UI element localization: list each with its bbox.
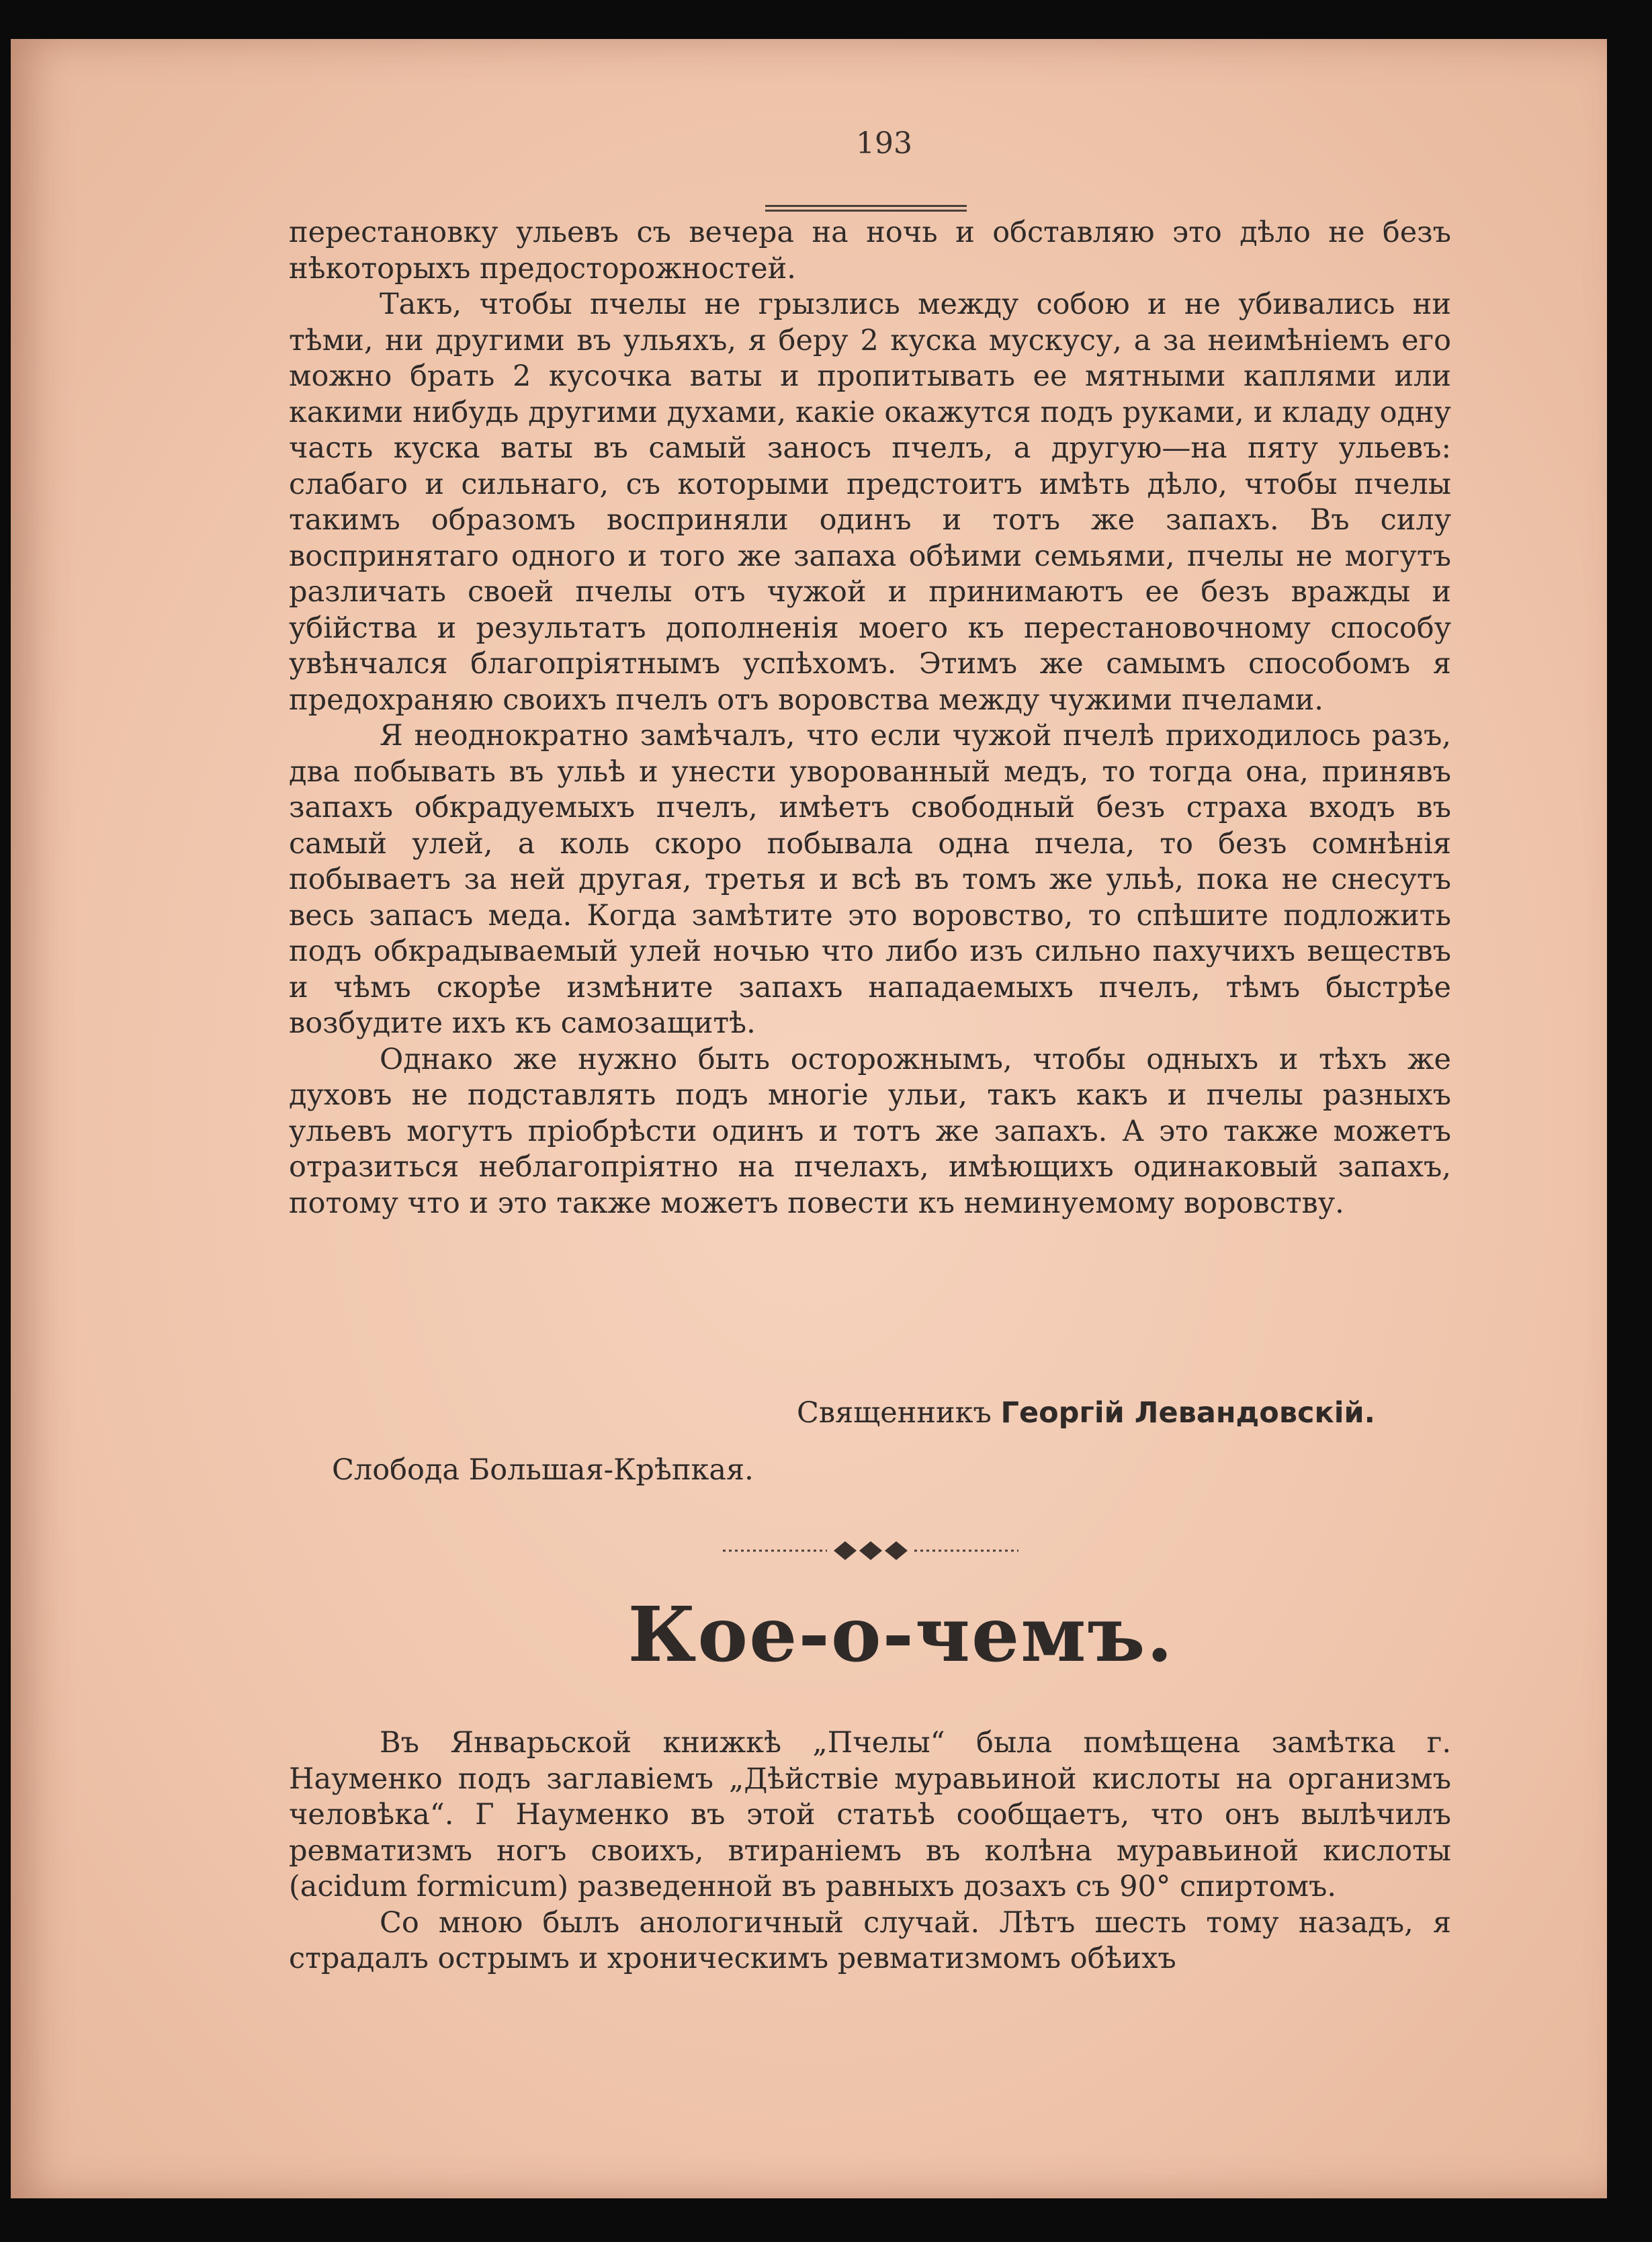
- paragraph: Однако же нужно быть осторожнымъ, чтобы одныхъ и тѣхъ же духовъ не подставлять подъ многіе ульи, такъ какъ и пчелы разныхъ ульевъ могутъ пріобрѣсти одинъ и тотъ же запахъ. А это также можетъ отразиться неблагопріятно на пчелахъ, имѣющихъ одинаковый запахъ, потому что и это также можетъ повести къ неминуемому воровству.: [289, 1042, 1451, 1220]
- place-line: Слобода Большая-Крѣпкая.: [332, 1453, 754, 1487]
- paragraph-continued: перестановку ульевъ съ вечера на ночь и обставляю это дѣло не безъ нѣкоторыхъ предосторожностей.: [289, 216, 1451, 286]
- book-page: [11, 39, 1607, 2198]
- paragraph: Я неоднократно замѣчалъ, что если чужой пчелѣ приходилось разъ, два побывать въ ульѣ и унести уворованный медъ, то тогда она, принявъ запахъ обкрадуемыхъ пчелъ, имѣетъ свободный безъ страха входъ въ самый улей, а коль скоро побывала одна пчела, то безъ сомнѣнія побываетъ за ней другая, третья и всѣ въ томъ же ульѣ, пока не снесутъ весь запасъ меда. Когда замѣтите это воровство, то спѣшите подложить подъ обкрадываемый улей ночью что либо изъ сильно пахучихъ веществъ и чѣмъ скорѣе измѣните запахъ нападаемыхъ пчелъ, тѣмъ быстрѣе возбудите ихъ къ самозащитѣ.: [289, 719, 1451, 1040]
- signature: [797, 1396, 1375, 1430]
- section-title: Кое-о-чемъ.: [627, 1591, 1174, 1679]
- page-number: 193: [856, 126, 912, 161]
- paragraph: Такъ, чтобы пчелы не грызлись между собою и не убивались ни тѣми, ни другими въ ульяхъ, я беру 2 куска мускусу, а за неимѣніемъ его можно брать 2 кусочка ваты и пропитывать ее мятными каплями или какими нибудь другими духами, какіе окажутся подъ руками, и кладу одну часть куска ваты въ самый заносъ пчелъ, а другую—на пяту ульевъ: слабаго и сильнаго, съ которыми предстоитъ имѣть дѣло, чтобы пчелы такимъ образомъ восприняли одинъ и тотъ же запахъ. Въ силу воспринятаго одного и того же запаха обѣими семьями, пчелы не могутъ различать своей пчелы отъ чужой и принимаютъ ее безъ вражды и убійства и результатъ дополненія моего къ перестановочному способу увѣнчался благопріятнымъ успѣхомъ. Этимъ же самымъ способомъ я предохраняю своихъ пчелъ отъ воровства между чужими пчелами.: [289, 288, 1451, 717]
- bottom-article: [289, 1725, 1451, 1977]
- signature-name: Георгій Левандовскій.: [1000, 1396, 1375, 1430]
- paragraph: Со мною былъ анологичный случай. Лѣтъ шесть тому назадъ, я страдалъ острымъ и хроническимъ ревматизмомъ обѣихъ: [289, 1905, 1451, 1975]
- top-article: [289, 215, 1451, 1221]
- signature-prefix: Священникъ: [797, 1396, 992, 1430]
- section-ornament: [723, 1537, 1018, 1564]
- paragraph: Въ Январьской книжкѣ „Пчелы“ была помѣщена замѣтка г. Науменко подъ заглавіемъ „Дѣйствіе муравьиной кислоты на организмъ человѣка“. Г Науменко въ этой статьѣ сообщаетъ, что онъ вылѣчилъ ревматизмъ ногъ своихъ, втираніемъ въ колѣна муравьиной кислоты (acidum formicum) разведенной въ равныхъ дозахъ съ 90° спиртомъ.: [289, 1726, 1451, 1903]
- folio-rule: [765, 205, 967, 212]
